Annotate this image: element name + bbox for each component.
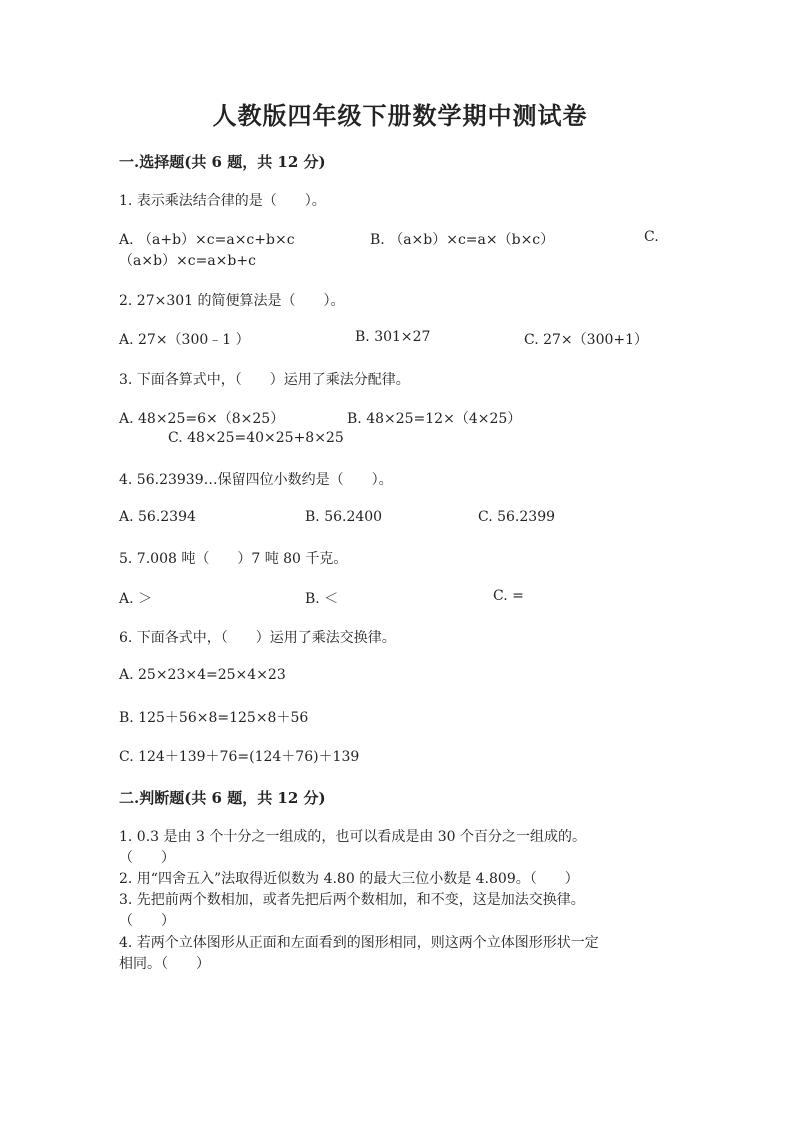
judge-item-line: 1. 0.3 是由 3 个十分之一组成的，也可以看成是由 30 个百分之一组成的。 xyxy=(119,829,587,845)
question-3-option-c: C. 48×25=40×25+8×25 xyxy=(168,430,344,446)
question-2-option-c: C. 27×（300+1） xyxy=(524,332,649,348)
question-4-option-b: B. 56.2400 xyxy=(305,509,383,525)
question-3-option-a: A. 48×25=6×（8×25） xyxy=(119,411,285,427)
question-5-option-a: A. ＞ xyxy=(119,591,153,607)
question-4-option-c: C. 56.2399 xyxy=(478,509,556,525)
question-2-option-b: B. 301×27 xyxy=(355,329,431,345)
judge-item-line: 4. 若两个立体图形从正面和左面看到的图形相同，则这两个立体图形形状一定 xyxy=(119,935,599,951)
question-4-stem: 4. 56.23939…保留四位小数约是（ ）。 xyxy=(119,472,393,488)
section-heading-choice: 一.选择题(共 6 题，共 12 分) xyxy=(119,153,326,171)
question-6-option-c: C. 124＋139＋76=(124＋76)＋139 xyxy=(119,749,360,765)
question-2-option-a: A. 27×（300﹣1 ） xyxy=(119,332,250,348)
question-6-option-b: B. 125＋56×8=125×8＋56 xyxy=(119,710,309,726)
question-5-option-b: B. ＜ xyxy=(305,591,339,607)
question-5-stem: 5. 7.008 吨（ ）7 吨 80 千克。 xyxy=(119,551,348,567)
question-1-stem: 1. 表示乘法结合律的是（ ）。 xyxy=(119,193,326,209)
question-1-option-a: A. （a+b）×c=a×c+b×c xyxy=(119,232,295,248)
judge-item-line: 2. 用“四舍五入”法取得近似数为 4.80 的最大三位小数是 4.809。（ ） xyxy=(119,871,579,887)
question-2-stem: 2. 27×301 的简便算法是（ ）。 xyxy=(119,293,345,309)
judge-item-line: （ ） xyxy=(119,913,175,929)
judge-item-line: （ ） xyxy=(119,850,175,866)
question-4-option-a: A. 56.2394 xyxy=(119,509,196,525)
question-3-stem: 3. 下面各算式中，（ ）运用了乘法分配律。 xyxy=(119,372,410,388)
judge-item-line: 相同。（ ） xyxy=(119,956,210,972)
question-6-option-a: A. 25×23×4=25×4×23 xyxy=(119,667,286,683)
question-3-option-b: B. 48×25=12×（4×25） xyxy=(347,411,522,427)
question-1-option-c: （a×b）×c=a×b+c xyxy=(119,253,256,269)
question-6-stem: 6. 下面各式中，（ ）运用了乘法交换律。 xyxy=(119,630,396,646)
question-1-option-b: B. （a×b）×c=a×（b×c） xyxy=(370,232,555,248)
question-5-option-c: C. = xyxy=(493,588,524,604)
section-heading-judge: 二.判断题(共 6 题，共 12 分) xyxy=(119,789,326,807)
page-title: 人教版四年级下册数学期中测试卷 xyxy=(212,101,588,130)
judge-item-line: 3. 先把前两个数相加，或者先把后两个数相加，和不变，这是加法交换律。 xyxy=(119,892,585,908)
question-1-option-c-label: C. xyxy=(644,229,659,245)
